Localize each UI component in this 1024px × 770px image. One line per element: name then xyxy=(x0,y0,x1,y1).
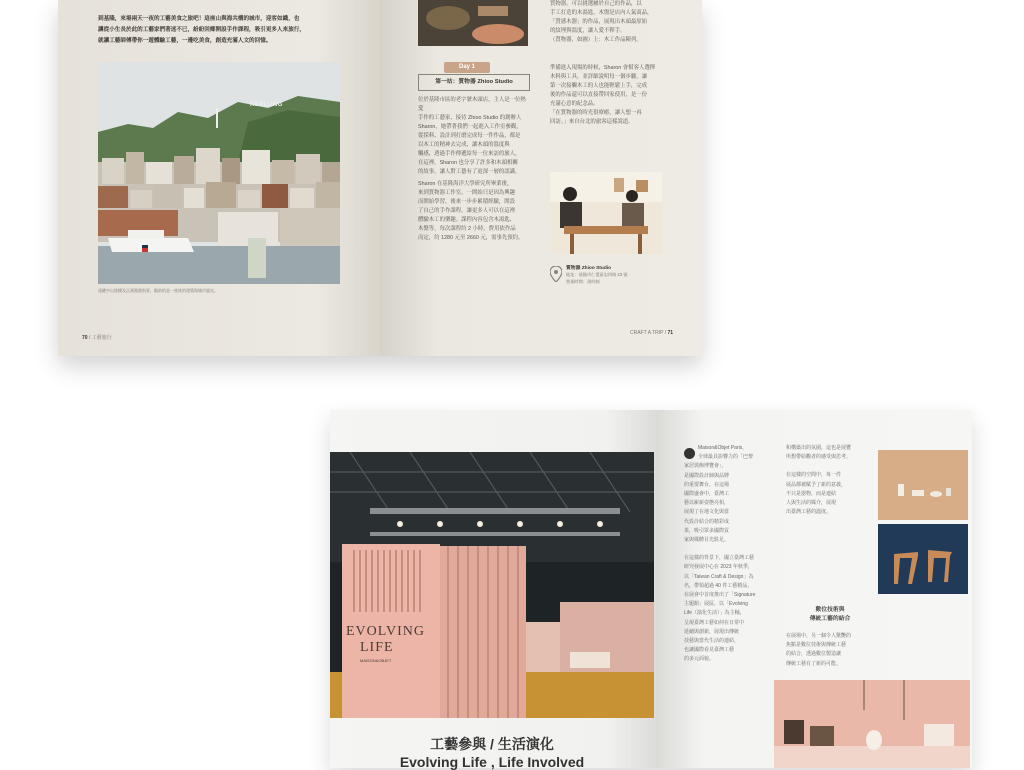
body-line: 藝以嶄新姿態亮相， xyxy=(684,500,730,507)
product-photo-stools xyxy=(878,524,968,594)
sub-heading-line: 傳統工藝的結合 xyxy=(809,616,851,622)
info-hours: 營業時間：預約制 xyxy=(566,279,600,284)
body-line xyxy=(684,545,776,554)
right-col-body-2 xyxy=(550,64,662,127)
body-line: Sharon，她帶著我們一起進入工作室參觀， xyxy=(418,124,522,130)
body-line: 果，吸引眾多國際買 xyxy=(684,527,730,534)
body-line: 全球最具影響力的「巴黎 xyxy=(698,454,754,461)
product-photo-ceramics xyxy=(878,450,968,520)
location-pin-icon xyxy=(550,266,562,282)
body-line: 充滿心意的紀念品。 xyxy=(550,101,599,107)
body-line: 在這樣的背景下，國立臺灣工藝 xyxy=(684,555,755,562)
body-line: 「在質物器的時光很療癒，讓人想一再 xyxy=(550,110,642,116)
body-line: 所想帶給觀者的感受與思考。 xyxy=(786,454,852,461)
right-page xyxy=(380,0,702,356)
body-line: 的結合，透過數位製造讓 xyxy=(786,651,842,658)
booth-sign-sub: MAISON&OBJET xyxy=(360,658,392,663)
page-footer-right: CRAFT A TRIP / 71 xyxy=(630,330,674,336)
body-line: 以「Taiwan Craft & Design」為 xyxy=(684,573,754,580)
right-page xyxy=(656,410,972,768)
body-line: 是國際設計師與品牌 xyxy=(684,472,730,479)
left-page xyxy=(330,410,656,768)
body-line: 技藝與當代生活的連結， xyxy=(684,638,740,645)
station-title: 第一站：質物器 Zhioo Studio xyxy=(418,74,530,91)
body-line: 名，帶領超過 40 件工藝精品， xyxy=(684,582,753,589)
body-line: 木料與工具，並詳細說明每一個步驟，讓 xyxy=(550,74,648,80)
body-line: 了自己的手作課程，讓更多人可以在這裡 xyxy=(418,208,516,214)
day-badge: Day 1 xyxy=(444,62,490,73)
body-line: Life（演化生活）」為主軸， xyxy=(684,610,745,617)
body-line xyxy=(786,462,874,471)
body-line: （質物器，如圖）上：木工作品陳列。 xyxy=(550,37,642,43)
keelung-sign: KEELUNG xyxy=(250,102,283,108)
body-line: 觸感，透過手作傳遞給每一位來訪的旅人， xyxy=(418,151,521,157)
stools-illustration xyxy=(878,524,968,594)
product-photo-baskets xyxy=(774,680,970,768)
body-line: 傳統工藝有了新的可能。 xyxy=(786,660,842,667)
station-body-1 xyxy=(418,96,530,177)
page-number: 70 xyxy=(82,335,88,341)
body-line: 主題館」展區，以「Evolving xyxy=(684,601,748,608)
body-line: 從採料、設計到打磨完成每一件作品，都是 xyxy=(418,133,521,139)
studio-illustration xyxy=(550,172,662,254)
page-number: 71 xyxy=(667,330,674,336)
body-line: 質物器，可以挑選屬於自己的作品，以 xyxy=(550,1,642,7)
exhibition-illustration xyxy=(330,452,654,718)
body-line: Maison&Objet Paris， xyxy=(698,445,748,451)
body-line: 體驗木工的樂趣。課程內容包含木湯匙、 xyxy=(418,217,516,223)
body-line: 而定，約 1280 元至 2660 元，需事先預約。 xyxy=(418,235,524,241)
body-line: 不只是器物，而是連結 xyxy=(786,490,837,497)
body-line: 在展會中首度推出了「Signature xyxy=(684,592,756,599)
body-line: 也讓國際看見臺灣工藝 xyxy=(684,647,735,654)
exhibition-photo xyxy=(330,452,654,718)
harbor-photo xyxy=(98,62,340,284)
workshop-illustration xyxy=(418,0,528,46)
studio-people-photo xyxy=(550,172,662,254)
body-line: 人與生活的媒介，展現 xyxy=(786,500,837,507)
body-line: 呈現臺灣工藝如何在日常中 xyxy=(684,619,745,626)
ceramics-illustration xyxy=(878,450,968,520)
body-line: 「質感木器」的作品，展現出木頭最原始 xyxy=(550,19,648,25)
body-line: 和構築出的氛圍，這也是展覽 xyxy=(786,445,852,451)
body-line: 家與媒體目光駐足。 xyxy=(684,537,730,544)
body-line: 以木工的精神去完成，讓木頭的溫度與 xyxy=(418,142,510,148)
body-line: 來到質物器工作室，一開始只是因為興趣 xyxy=(418,190,516,196)
photo-caption: 遠眺中山陸橋及正濱漁港街景，眼前的是一座座的建築與城市風光。 xyxy=(98,288,218,293)
body-line: 的多元面貌。 xyxy=(684,656,715,663)
station-body-2 xyxy=(418,180,530,243)
intro-paragraph xyxy=(98,14,348,47)
body-line: 在這裡，Sharon 也分享了許多和木頭相關 xyxy=(418,160,518,166)
body-line: 木盤等，每次課程約 2 小時，費用依作品 xyxy=(418,226,516,232)
body-line: 手工打造的木湯匙、木盤是店內人氣商品， xyxy=(550,10,653,16)
harbor-illustration xyxy=(98,62,340,284)
intro-line: 讓從小生長於此的工藝家們著迷不已，紛紛回鄉開設手作課程，吸引更多人來旅行， xyxy=(98,27,305,33)
workshop-photo xyxy=(418,0,528,46)
body-line: 在這樣的空間中，每一件 xyxy=(786,472,842,479)
body-line: 的故事，讓人對工藝有了更深一層的認識。 xyxy=(418,169,521,175)
page-footer-left: 70 / 工藝旅行 xyxy=(82,335,112,341)
body-line: 家居裝飾博覽會」， xyxy=(684,463,727,470)
article-title-zh: 工藝參與 / 生活演化 xyxy=(430,736,554,752)
body-line: 展品都被賦予了新的意義， xyxy=(786,481,847,488)
body-line: Sharon 在基隆海洋大學研究所畢業後， xyxy=(418,181,513,187)
body-line: 代設計結合的精彩成 xyxy=(684,518,730,525)
booth-sign-line2: LIFE xyxy=(360,640,394,655)
article-title-en: Evolving Life , Life Involved xyxy=(399,754,585,770)
magazine-spread-top xyxy=(58,0,702,356)
right-col-body-1 xyxy=(550,0,662,45)
body-line: 第一次接觸木工的人也能輕鬆上手，完成 xyxy=(550,83,648,89)
section-label: CRAFT A TRIP xyxy=(630,330,664,336)
body-line: 展現了在地文化與當 xyxy=(684,509,730,516)
body-line: 準備進入現場的時候，Sharon 會幫客人選擇 xyxy=(550,65,656,71)
body-line: 位於基隆市區的老字號木頭店，主人是一位熱愛 xyxy=(418,97,526,112)
body-line: 研究發展中心在 2023 年秋季， xyxy=(684,564,753,571)
body-line: 而開始學習，後來一步步累積經驗，開設 xyxy=(418,199,516,205)
body-line: 出臺灣工藝的溫度。 xyxy=(786,509,832,516)
sub-heading xyxy=(786,606,874,624)
body-line: 後的作品還可以直接帶回家使用，是一份 xyxy=(550,92,648,98)
body-line: 在展場中，另一個令人驚艷的 xyxy=(786,633,852,639)
baskets-illustration xyxy=(774,680,970,768)
body-line: 的重要舞台。在這場 xyxy=(684,481,730,488)
intro-line: 到基隆，來場兩天一夜的工藝美食之旅吧！這座山與海共構的城市，迎客如織，也 xyxy=(98,16,300,22)
info-name: 質物器 Zhioo Studio xyxy=(566,266,612,271)
left-page xyxy=(58,0,380,356)
sub-heading-line: 數位技術與 xyxy=(815,607,845,613)
body-line: 延續與創新，展現出傳統 xyxy=(684,628,740,635)
intro-line: 就讓工藝師傅帶你一遊體驗工藝，一邊吃美食，創造充滿人文的回憶。 xyxy=(98,38,272,44)
body-line: 手作的工藝家，接待 Zhioo Studio 的創辦人 xyxy=(418,115,522,121)
article-col-3 xyxy=(786,632,874,669)
magazine-spread-bottom xyxy=(330,410,972,768)
body-line: 回訪。」來自台北的旅客這樣說道。 xyxy=(550,119,634,125)
body-line: 焦點是數位技術與傳統工藝 xyxy=(786,642,847,649)
info-address: 地址：基隆市仁愛區忠四路 23 號 xyxy=(566,272,628,277)
location-info xyxy=(550,262,662,292)
article-col-2 xyxy=(786,444,874,517)
section-label: 工藝旅行 xyxy=(91,335,112,341)
article-col-1 xyxy=(684,444,776,665)
body-line: 國際盛會中，臺灣工 xyxy=(684,491,730,498)
booth-sign-line1: EVOLVING xyxy=(346,624,426,639)
body-line: 的紋理與溫度，讓人愛不釋手。 xyxy=(550,28,626,34)
